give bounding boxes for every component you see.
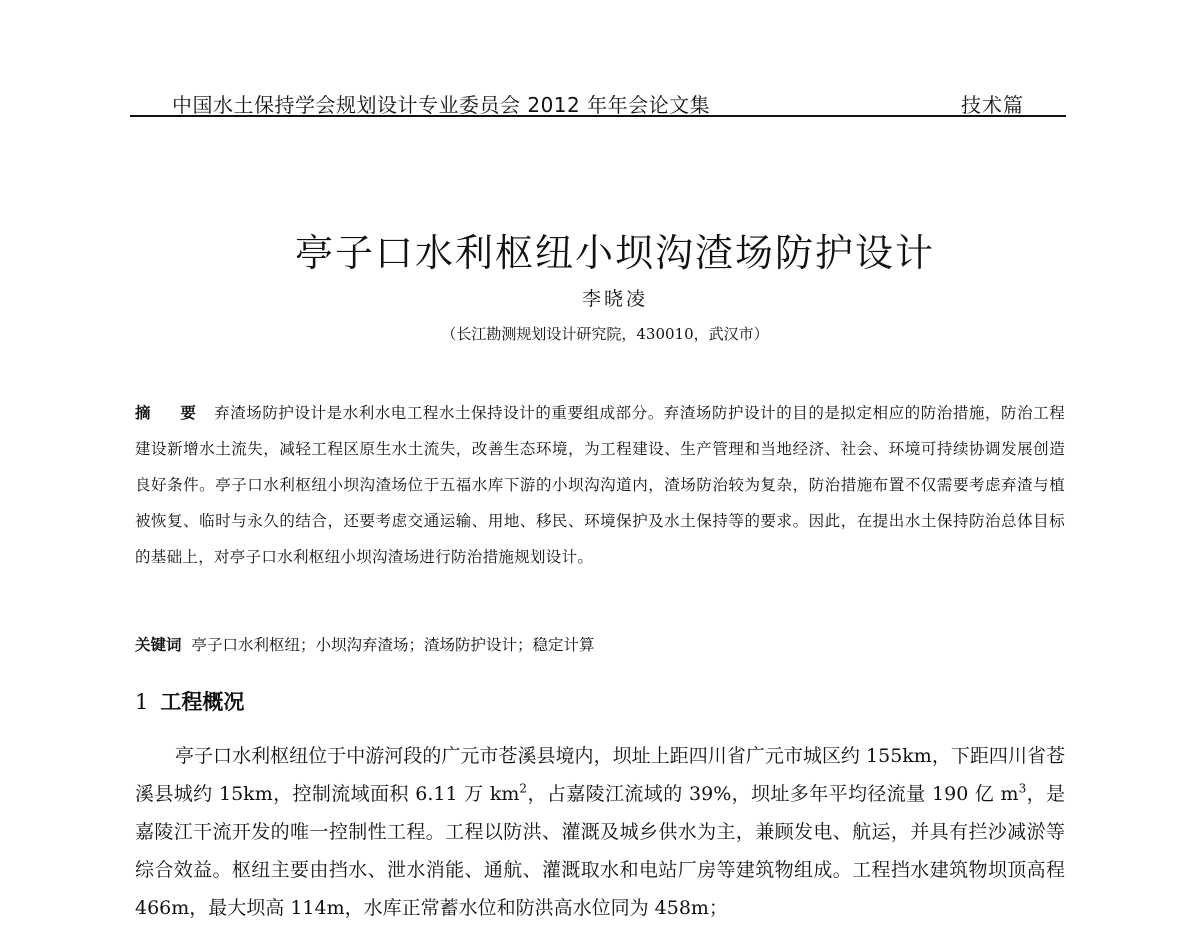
- abstract: [135, 395, 1065, 575]
- section-number: 1: [135, 690, 149, 714]
- running-header-proceedings: 中国水土保持学会规划设计专业委员会 2012 年年会论文集: [172, 93, 711, 117]
- body-text-part-1: 亭子口水利枢纽位于中游河段的广元市苍溪县境内，坝址上距四川省广元市城区约 155km，下距四川省苍溪县城约 15km，控制流域面积 6.11 万 km: [135, 745, 1065, 805]
- superscript-3: 3: [1018, 781, 1027, 796]
- superscript-2: 2: [519, 781, 528, 796]
- paper-title: 亭子口水利枢纽小坝沟渣场防护设计: [294, 231, 935, 275]
- keywords-text: 亭子口水利枢纽；小坝沟弃渣场；渣场防护设计；稳定计算: [191, 636, 595, 654]
- running-header-section: 技术篇: [961, 93, 1024, 117]
- author-affiliation: （长江勘测规划设计研究院，430010，武汉市）: [441, 325, 769, 343]
- body-text-part-2: ，占嘉陵江流域的 39%，坝址多年平均径流量 190 亿 m: [527, 783, 1019, 805]
- section-heading: [135, 686, 244, 716]
- paper-author: 李晓凌: [581, 288, 648, 310]
- abstract-text: 弃渣场防护设计是水利水电工程水土保持设计的重要组成部分。弃渣场防护设计的目的是拟定相应的防治措施，防治工程建设新增水土流失，减轻工程区原生水土流失，改善生态环境，为工程建设、生产管理和当地经济、社会、环境可持续协调发展创造良好条件。亭子口水利枢纽小坝沟渣场位于五福水库下游的小坝沟沟道内，渣场防治较为复杂，防治措施布置不仅需要考虑弃渣与植被恢复、临时与永久的结合，还要考虑交通运输、用地、移民、环境保护及水土保持等的要求。因此，在提出水土保持防治总体目标的基础上，对亭子口水利枢纽小坝沟渣场进行防治措施规划设计。: [135, 404, 1065, 566]
- keywords-label: 关键词: [135, 635, 182, 654]
- body-paragraph: [135, 737, 1065, 927]
- abstract-label: 摘 要: [135, 403, 209, 422]
- keywords: [135, 634, 1065, 656]
- running-header: [130, 87, 1066, 117]
- section-title: 工程概况: [160, 690, 245, 714]
- body-text-part-3: ，是嘉陵江干流开发的唯一控制性工程。工程以防洪、灌溉及城乡供水为主，兼顾发电、航运，并具有拦沙减淤等综合效益。枢纽主要由挡水、泄水消能、通航、灌溉取水和电站厂房等建筑物组成。工程挡水建筑物坝顶高程 466m，最大坝高 114m，水库正常蓄水位和防洪高水位同为 458m；: [135, 783, 1066, 919]
